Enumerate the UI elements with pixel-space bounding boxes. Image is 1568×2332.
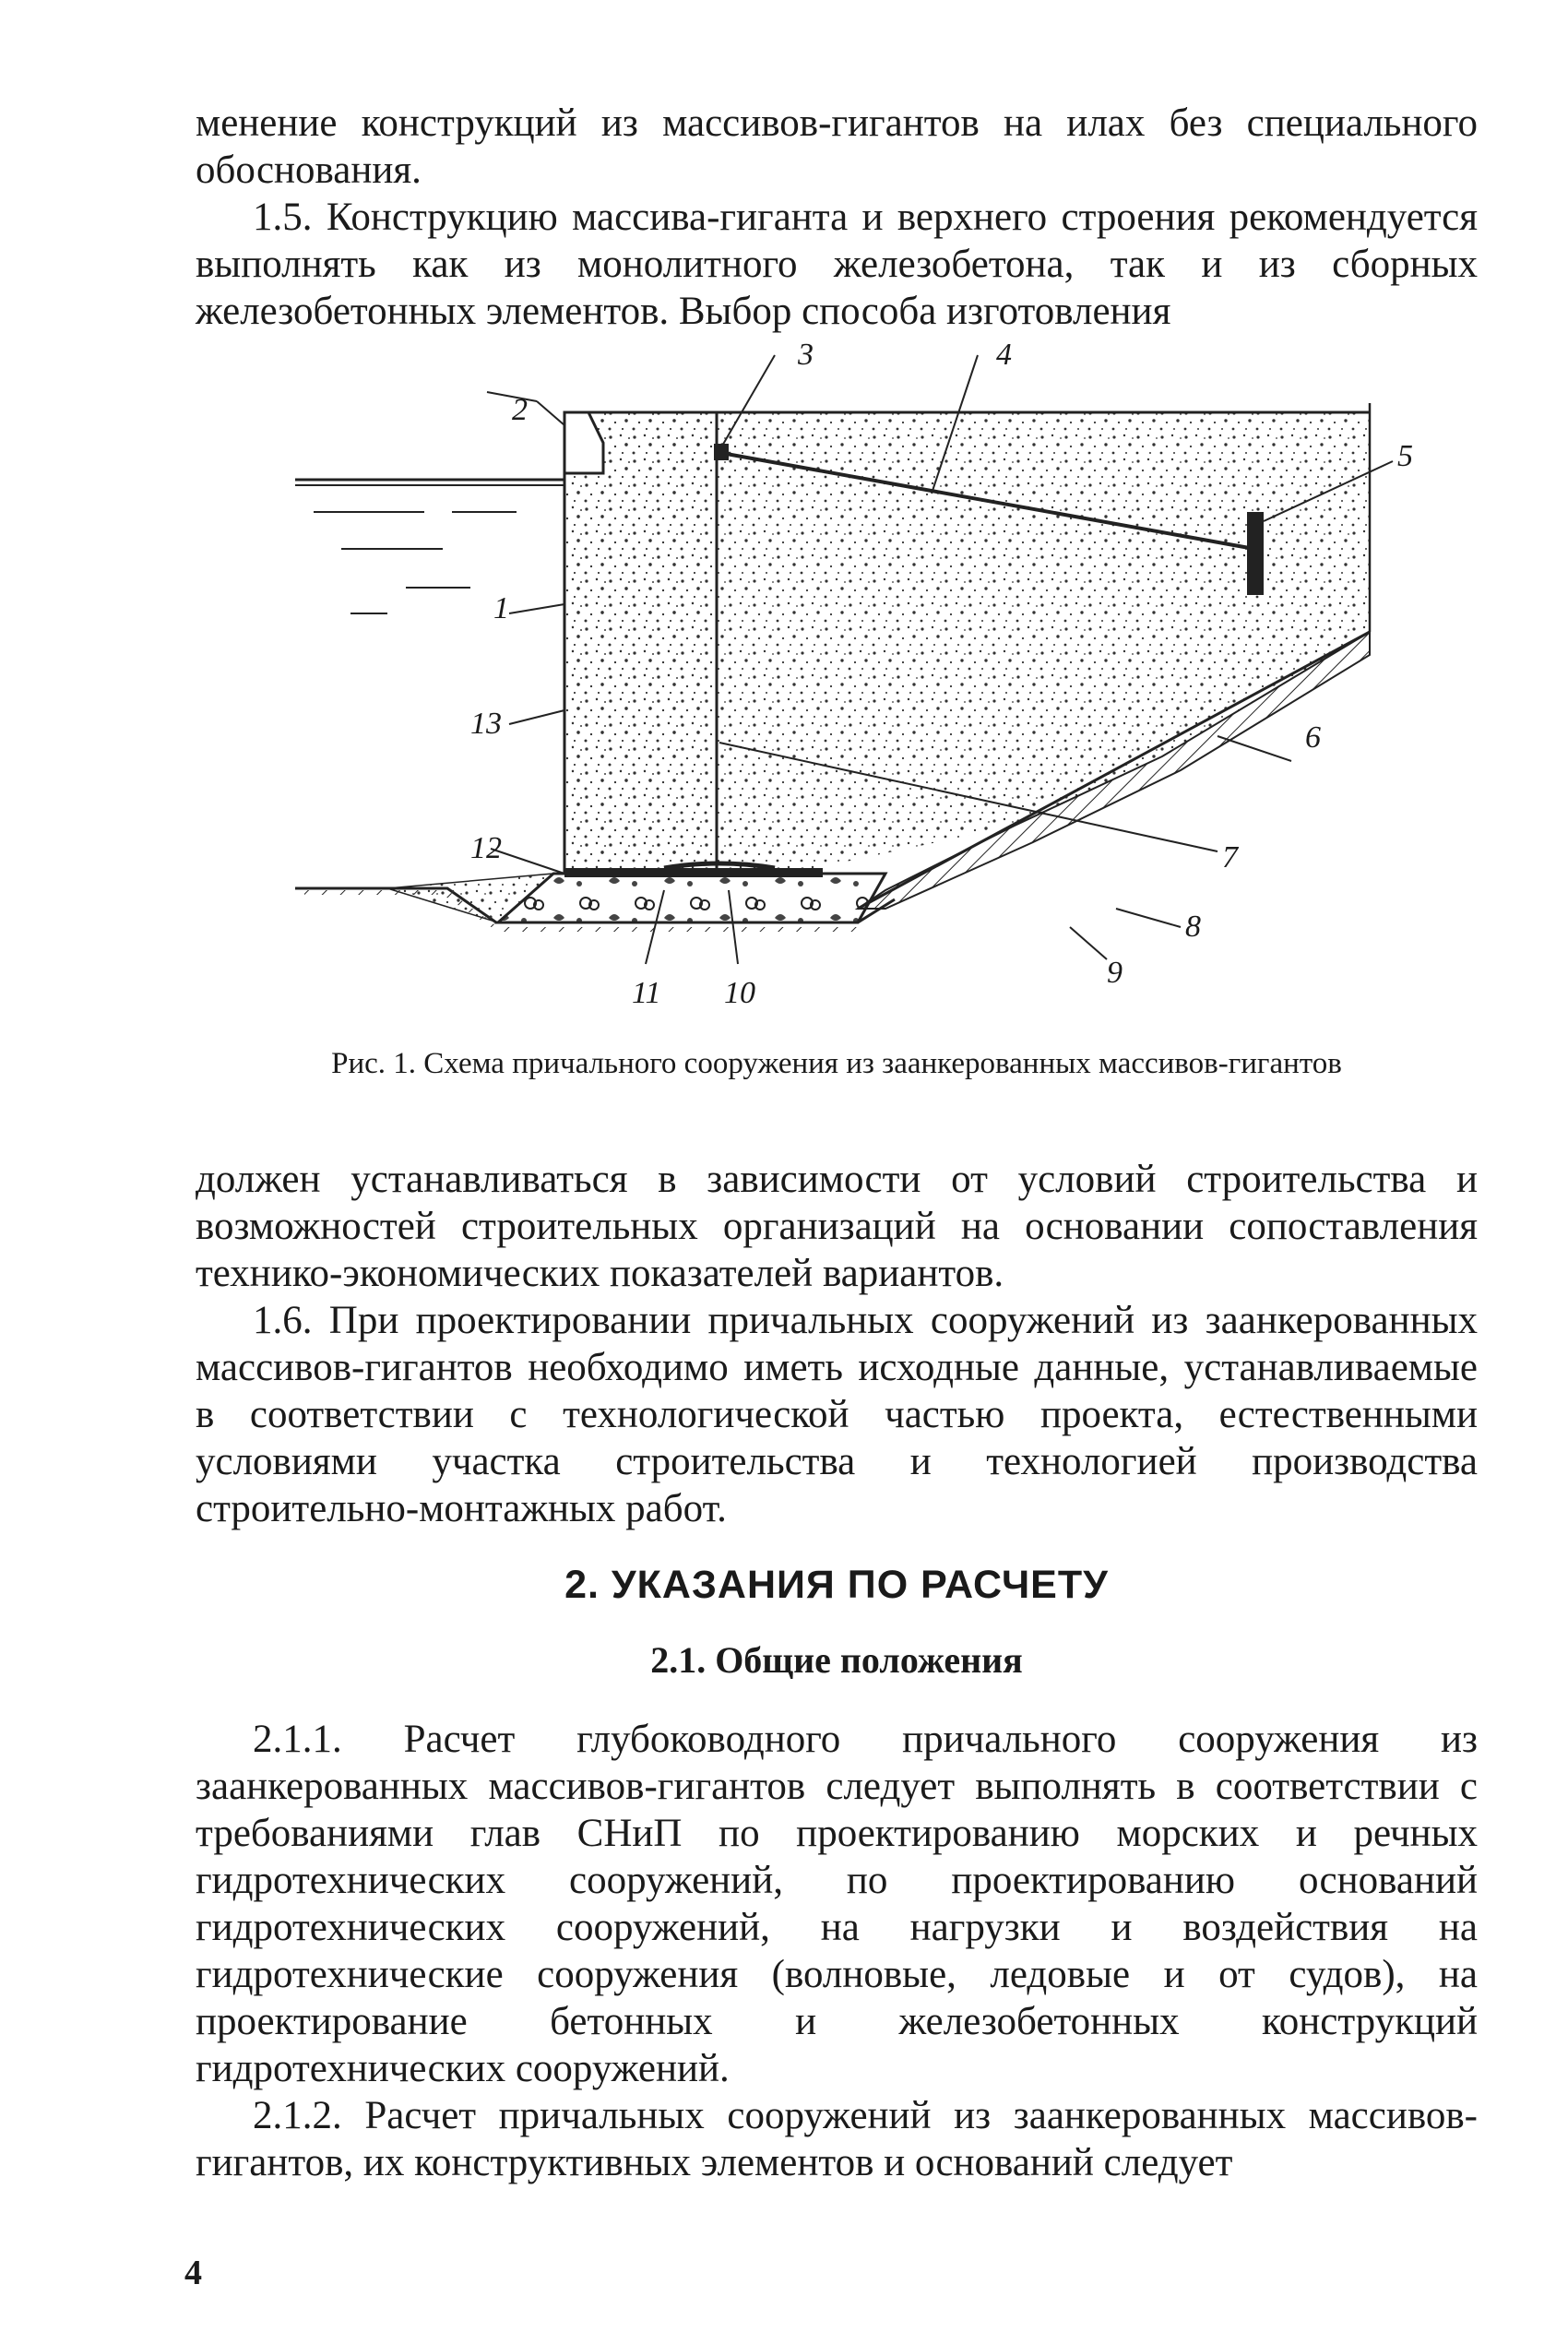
label-5: 5 xyxy=(1397,439,1413,473)
berth-structure-figure xyxy=(295,337,1485,1038)
label-7: 7 xyxy=(1222,840,1238,874)
text-block-bottom xyxy=(196,1716,1478,2186)
massive-giant xyxy=(564,412,717,874)
anchor-plate xyxy=(1247,512,1264,595)
label-2: 2 xyxy=(512,393,528,427)
figure-caption: Рис. 1. Схема причального сооружения из заанкерованных массивов-гигантов xyxy=(331,1047,1342,1080)
rubble-bedding xyxy=(498,874,885,922)
paragraph: менение конструкций из массивов-гигантов на илах без специального обоснования. xyxy=(196,101,1478,192)
label-9: 9 xyxy=(1107,956,1123,990)
label-10: 10 xyxy=(724,976,755,1010)
subsection-heading: 2.1. Общие положения xyxy=(650,1639,1023,1681)
label-1: 1 xyxy=(493,591,509,625)
text-block-middle xyxy=(196,1156,1478,1532)
label-8: 8 xyxy=(1185,910,1201,944)
label-11: 11 xyxy=(632,976,661,1010)
paragraph: должен устанавливаться в зависимости от условий строительства и возможностей строительных организаций на основании сопоставления технико-экономических показателей вариантов. xyxy=(196,1158,1478,1295)
paragraph-1-5: 1.5. Конструкцию массива-гиганта и верхнего строения рекомендуется выполнять как из монолитного железобетона, так и из сборных железобетонных элементов. Выбор способа изготовления xyxy=(196,196,1478,333)
water-surface xyxy=(295,480,564,613)
paragraph-1-6: 1.6. При проектировании причальных сооружений из заанкерованных массивов-гигантов необходимо иметь исходные данные, устанавливаемые в соответствии с технологической частью проекта, естественными условиями участка строительства и технологией производства строительно-монтажных работ. xyxy=(196,1299,1478,1530)
label-12: 12 xyxy=(470,831,502,865)
paragraph-2-1-2: 2.1.2. Расчет причальных сооружений из заанкерованных массивов-гигантов, их конструктивных элементов и оснований следует xyxy=(196,2094,1478,2184)
levelling-layer xyxy=(564,868,823,877)
page-number: 4 xyxy=(184,2254,202,2292)
paragraph-2-1-1: 2.1.1. Расчет глубоководного причального сооружения из заанкерованных массивов-гигантов следует выполнять в соответствии с требованиями глав СНиП по проектированию морских и речных гидротехнических сооружений, по проектированию оснований гидротехнических сооружений, на нагрузки и воздействия на гидротехнические сооружения (волновые, ледовые и от судов), на проектирование бетонных и железобетонных конструкций гидротехнических сооружений. xyxy=(196,1718,1478,2090)
label-6: 6 xyxy=(1305,720,1321,755)
label-13: 13 xyxy=(470,707,502,741)
label-3: 3 xyxy=(798,338,814,372)
section-heading: 2. УКАЗАНИЯ ПО РАСЧЕТУ xyxy=(564,1563,1109,1607)
text-block-top xyxy=(196,100,1478,335)
label-4: 4 xyxy=(996,338,1012,372)
